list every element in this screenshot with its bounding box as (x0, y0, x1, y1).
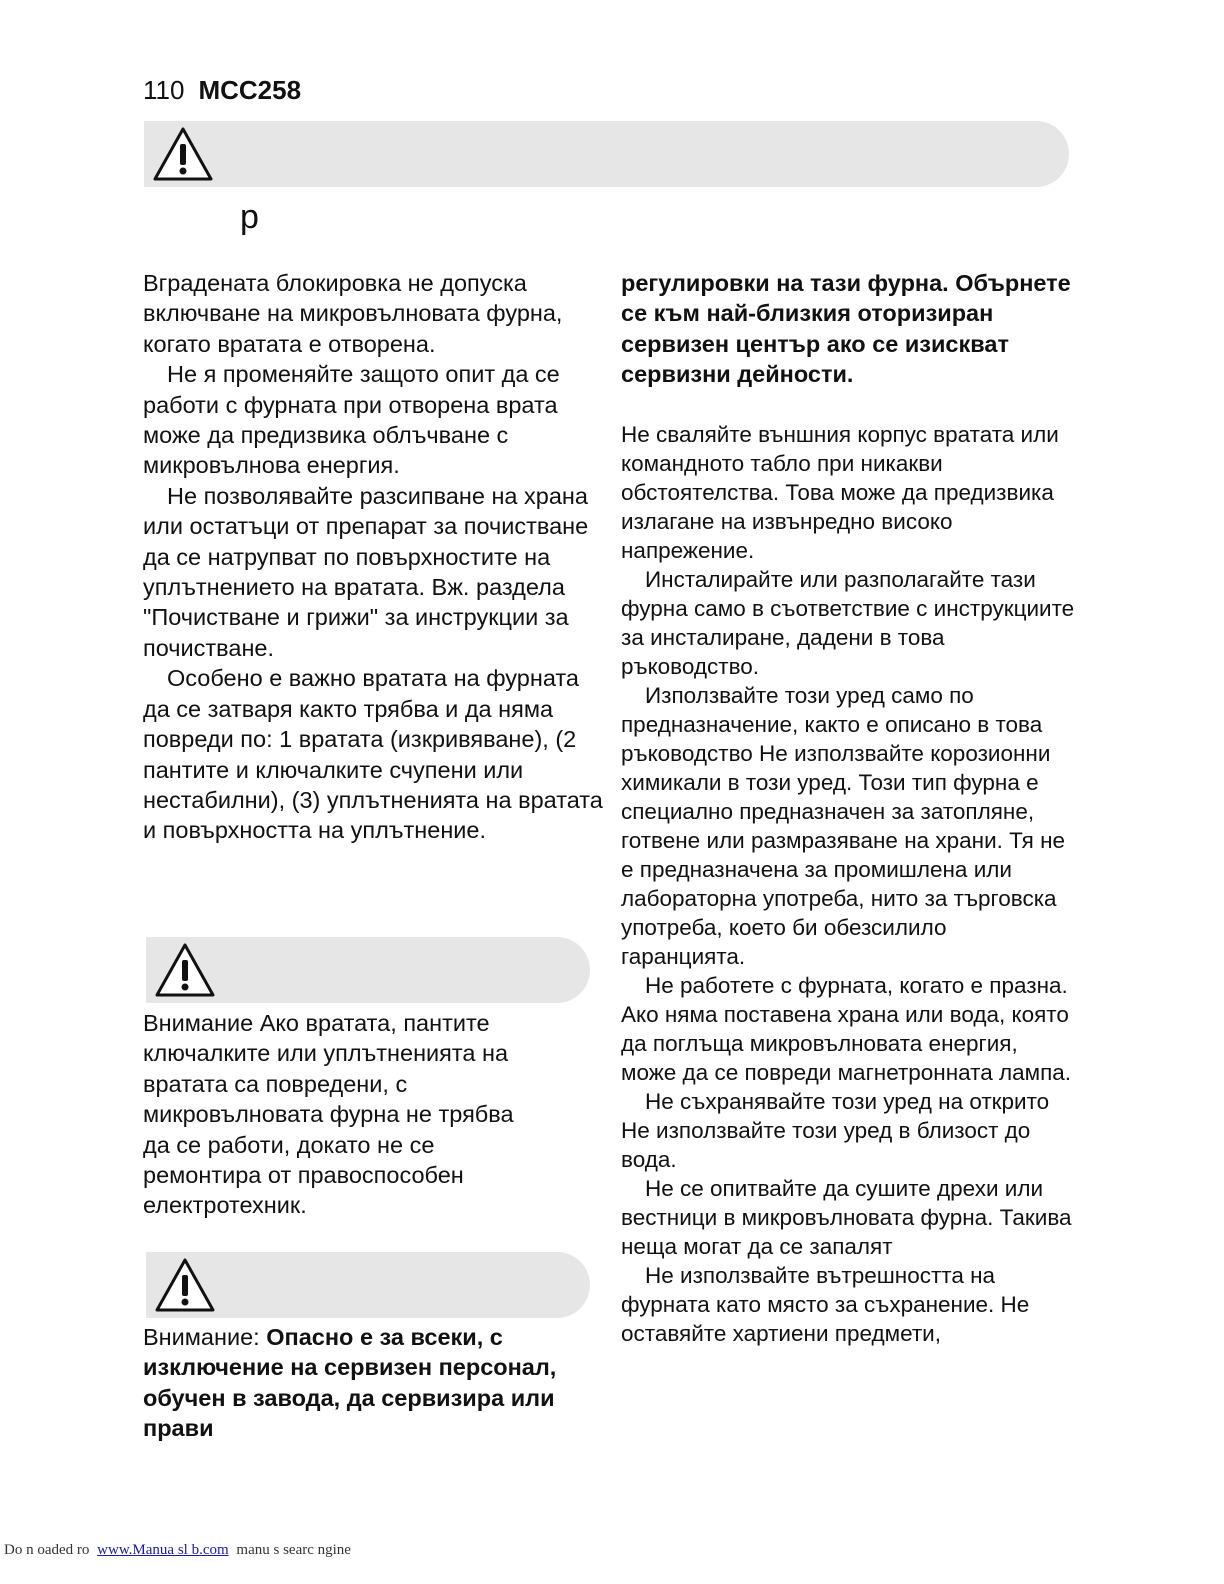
right-column (621, 420, 1076, 1348)
paragraph: Не използвайте вътрешността на фурната като място за съхранение. Не оставяйте хартиени предмети, (621, 1263, 1030, 1346)
paragraph: Използвайте този уред само по предназначение, както е описано в това ръководство Не използвайте корозионни химикали в този уред. Този тип фурна е специално предназначен за затопляне, готвене или размразяване на храни. Тя не е предназначена за промишлена или лабораторна употреба, нито за търговска употреба, което би обезсилило гаранцията. (621, 683, 1066, 969)
warning-text-2 (143, 1322, 573, 1444)
paragraph: Не сваляйте външния корпус вратата или командното табло при никакви обстоятелства. Това може да предизвика излагане на извънредно високо напрежение. (621, 422, 1059, 563)
paragraph: Не се опитвайте да сушите дрехи или вестници в микровълновата фурна. Такива неща могат да се запалят (621, 1176, 1072, 1259)
right-column-bold (621, 268, 1076, 390)
paragraph: Не я променяйте защото опит да се работи с фурната при отворена врата може да предизвика облъчване с микровълнова енергия. (143, 361, 560, 479)
paragraph: Не работете с фурната, когато е празна. Ако няма поставена храна или вода, която да поглъща микровълновата енергия, може да се повреди магнетронната лампа. (621, 973, 1072, 1085)
warning-icon (154, 942, 216, 998)
page-header (143, 75, 301, 106)
paragraph: Внимание Ако вратата, пантите ключалките или уплътненията на вратата са повредени, с микровълновата фурна не трябва да се работи, докато не се ремонтира от правоспособен електротехник. (143, 1010, 514, 1219)
warning-icon (154, 1257, 216, 1313)
footer-suffix: manu s searc ngine (236, 1542, 351, 1558)
model-name: MCC258 (198, 75, 302, 105)
bold-continuation: регулировки на тази фурна. Обърнете се към най-близкия оторизиран сервизен център ако се изискват сервизни дейности. (621, 270, 1071, 388)
paragraph: Особено е важно вратата на фурната да се затваря както трябва и да няма повреди по: 1 вратата (изкривяване), (2 пантите и ключалките счупени или нестабилни), (3) уплътненията на вратата и повърхността на уплътнение. (143, 665, 603, 844)
warning-banner-2 (146, 1252, 590, 1318)
page-number: 110 (143, 75, 185, 105)
warning-banner-1 (146, 937, 590, 1003)
footer (4, 1542, 351, 1559)
warning-banner-top (144, 121, 1069, 187)
footer-prefix: Do n oaded ro (4, 1542, 90, 1558)
paragraph: Инсталирайте или разполагайте тази фурна само в съответствие с инструкциите за инсталиране, дадени в това ръководство. (621, 567, 1075, 679)
paragraph: Не позволявайте разсипване на храна или остатъци от препарат за почистване да се натрупват по повърхностите на уплътнението на вратата. Вж. раздела "Почистване и грижи" за инструкции за почистване. (143, 482, 589, 661)
warning-label: Внимание: (143, 1324, 267, 1350)
paragraph: Не съхранявайте този уред на открито Не използвайте този уред в близост до вода. (621, 1089, 1050, 1172)
paragraph (143, 1322, 573, 1444)
paragraph: Вградената блокировка не допуска включване на микровълновата фурна, когато вратата е отворена. (143, 270, 563, 357)
left-column (143, 268, 603, 846)
footer-link[interactable]: www.Manua sl b.com (97, 1542, 229, 1558)
section-heading: р (240, 198, 259, 236)
warning-icon (152, 126, 214, 182)
warning-text-1 (143, 1008, 543, 1221)
warning-bold-text: Опасно е за всеки, с изключение на сервизен персонал, обучен в завода, да сервизира или прави (143, 1324, 557, 1442)
